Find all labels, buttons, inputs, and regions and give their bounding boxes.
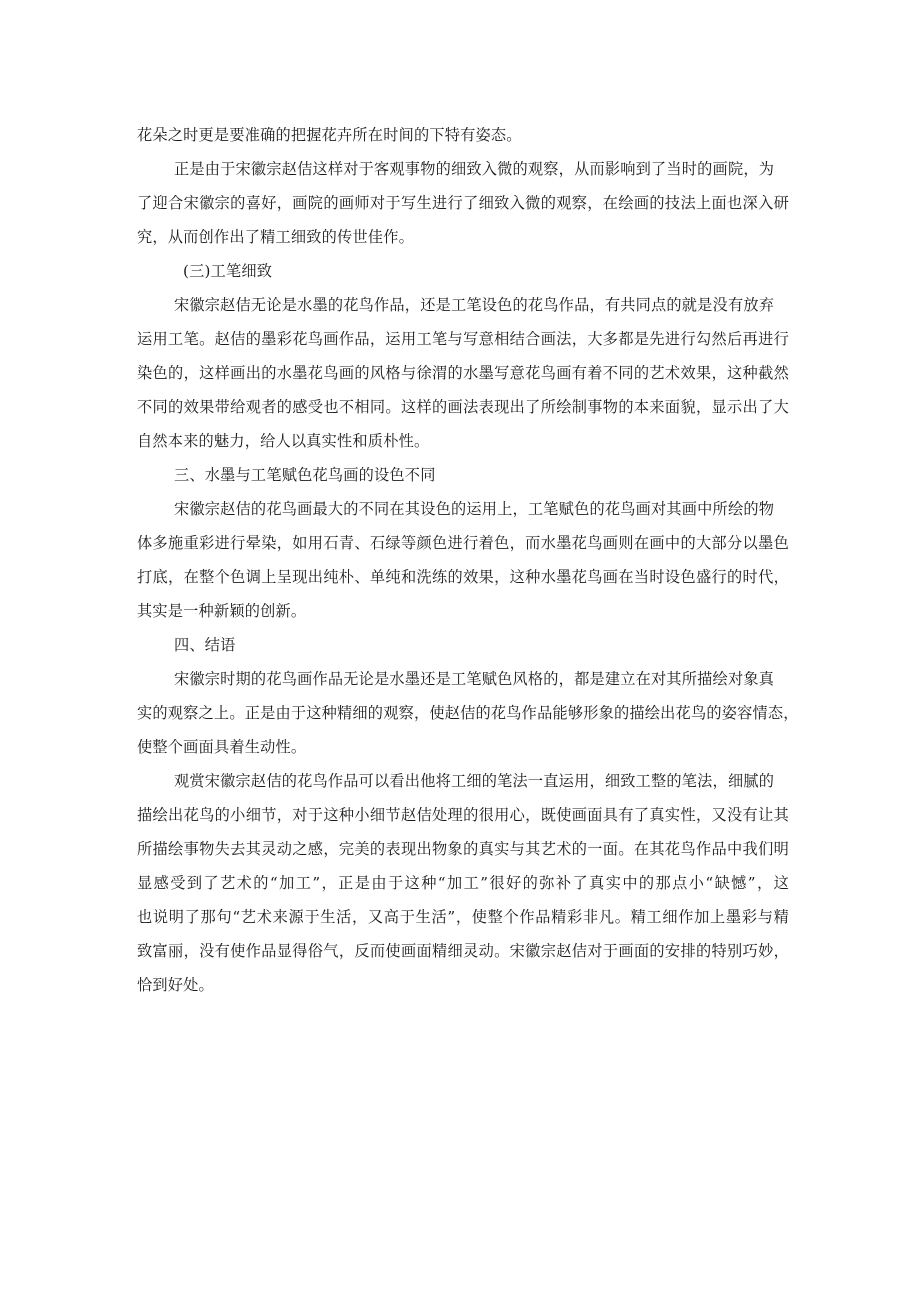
document-body bbox=[137, 118, 799, 1002]
paragraph-line: 了迎合宋徽宗的喜好，画院的画师对于写生进行了细致入微的观察，在绘画的技法上面也深入研 bbox=[137, 194, 789, 212]
paragraph-line: 观赏宋徽宗赵佶的花鸟作品可以看出他将工细的笔法一直运用，细致工整的笔法，细腻的 bbox=[174, 772, 775, 790]
paragraph-line: 所描绘事物失去其灵动之感，完美的表现出物象的真实与其艺术的一面。在其花鸟作品中我们明 bbox=[137, 840, 789, 858]
paragraph-line: 恰到好处。 bbox=[137, 976, 214, 994]
paragraph-line: 宋徽宗时期的花鸟画作品无论是水墨还是工笔赋色风格的，都是建立在对其所描绘对象真 bbox=[174, 670, 775, 688]
paragraph-line: 宋徽宗赵佶的花鸟画最大的不同在其设色的运用上，工笔赋色的花鸟画对其画中所绘的物 bbox=[174, 500, 775, 518]
paragraph-line: 宋徽宗赵佶无论是水墨的花鸟作品，还是工笔设色的花鸟作品，有共同点的就是没有放弃 bbox=[174, 296, 775, 314]
section-heading: 三、水墨与工笔赋色花鸟画的设色不同 bbox=[174, 466, 436, 484]
paragraph-line: 自然本来的魅力，给人以真实性和质朴性。 bbox=[137, 432, 430, 450]
paragraph-line: 染色的，这样画出的水墨花鸟画的风格与徐渭的水墨写意花鸟画有着不同的艺术效果，这种截然 bbox=[137, 364, 789, 382]
paragraph-line: 致富丽，没有使作品显得俗气，反而使画面精细灵动。宋徽宗赵佶对于画面的安排的特别巧妙， bbox=[137, 942, 789, 960]
paragraph-line: 也说明了那句“艺术来源于生活，又高于生活”，使整个作品精彩非凡。精工细作加上墨彩与精 bbox=[137, 908, 789, 926]
paragraph-line: 显感受到了艺术的“加工”，正是由于这种“加工”很好的弥补了真实中的那点小“缺憾”，这 bbox=[137, 874, 789, 892]
paragraph-line: 究，从而创作出了精工细致的传世佳作。 bbox=[137, 228, 414, 246]
paragraph-line: 花朵之时更是要准确的把握花卉所在时间的下特有姿态。 bbox=[137, 126, 522, 144]
paragraph-line: 正是由于宋徽宗赵佶这样对于客观事物的细致入微的观察，从而影响到了当时的画院，为 bbox=[174, 160, 775, 178]
paragraph-line: 不同的效果带给观者的感受也不相同。这样的画法表现出了所绘制事物的本来面貌，显示出了大 bbox=[137, 398, 789, 416]
paragraph-line: 其实是一种新颖的创新。 bbox=[137, 602, 307, 620]
section-heading: (三)工笔细致 bbox=[183, 262, 273, 280]
paragraph-line: 使整个画面具着生动性。 bbox=[137, 738, 307, 756]
paragraph-line: 实的观察之上。正是由于这种精细的观察，使赵佶的花鸟作品能够形象的描绘出花鸟的姿容情态， bbox=[137, 704, 799, 722]
paragraph-line: 打底，在整个色调上呈现出纯朴、单纯和洗练的效果，这种水墨花鸟画在当时设色盛行的时代， bbox=[137, 568, 789, 586]
paragraph-line: 描绘出花鸟的小细节，对于这种小细节赵佶处理的很用心，既使画面具有了真实性，又没有让其 bbox=[137, 806, 789, 824]
paragraph-line: 运用工笔。赵佶的墨彩花鸟画作品，运用工笔与写意相结合画法，大多都是先进行勾然后再进行 bbox=[137, 330, 789, 348]
paragraph-line: 体多施重彩进行晕染，如用石青、石绿等颜色进行着色，而水墨花鸟画则在画中的大部分以墨色 bbox=[137, 534, 789, 552]
section-heading: 四、结语 bbox=[174, 636, 236, 654]
